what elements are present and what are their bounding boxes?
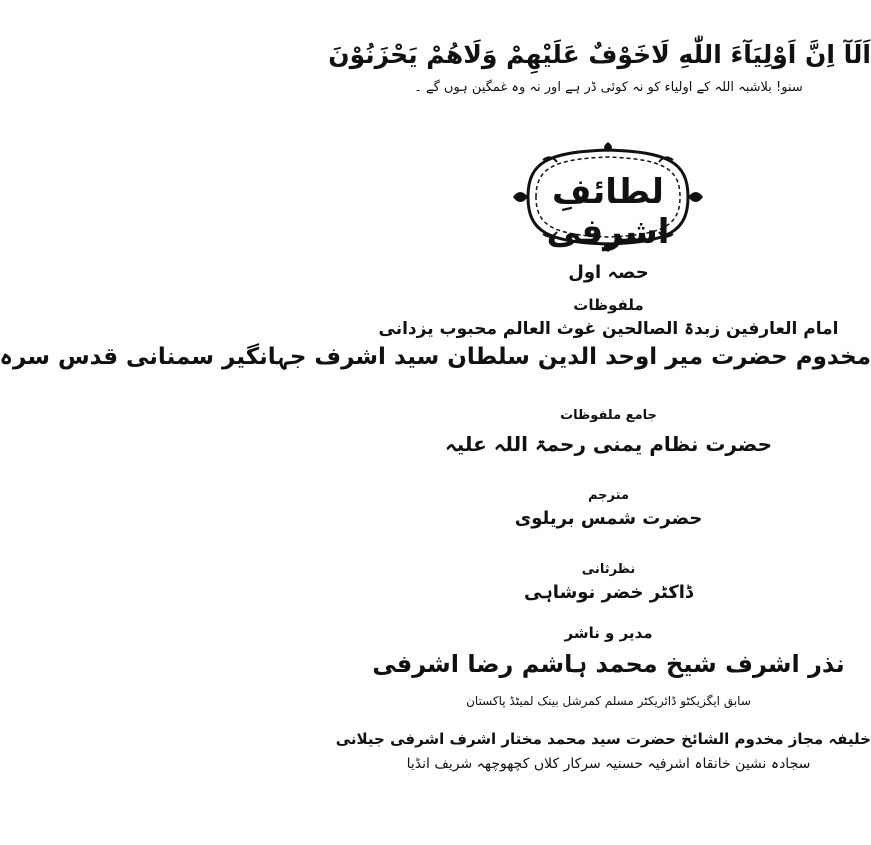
compiler-name: حضرت نظام یمنی رحمۃ اللہ علیہ <box>445 432 772 456</box>
translator-label: مترجم <box>587 488 629 503</box>
quranic-verse: اَلَآ اِنَّ اَوْلِيَآءَ اللّٰهِ لَاخَوْفٌ عَلَيْهِمْ وَلَاهُمْ يَحْزَنُوْنَ <box>328 40 871 69</box>
publisher-name: نذر اشرف شیخ محمد ہاشم رضا اشرفی <box>372 650 845 678</box>
subject-label: ملفوظات <box>573 296 644 314</box>
reviewer-name: ڈاکٹر خضر نوشاہی <box>524 582 693 603</box>
subject-line-1: امام العارفین زبدۃ الصالحین غوث العالم محبوب یزدانی <box>378 319 839 339</box>
subject-line-2: مخدوم حضرت میر اوحد الدین سلطان سید اشرف جہانگیر سمنانی قدس سرہ <box>0 344 871 370</box>
publisher-former-post: سابق ایگزیکٹو ڈائریکٹر مسلم کمرشل بینک لمیٹڈ پاکستان <box>466 694 751 708</box>
publisher-sajjada: سجادہ نشین خانقاہ اشرفیہ حسنیہ سرکار کلاں کچھوچھہ شریف انڈیا <box>406 756 811 772</box>
publisher-label: مدیر و ناشر <box>564 624 653 642</box>
translator-name: حضرت شمس بریلوی <box>514 508 703 529</box>
part-label: حصہ اول <box>568 262 649 283</box>
book-title: لطائفِ اشرفی <box>546 172 670 252</box>
publisher-khalifa: خلیفہ مجاز مخدوم الشائخ حضرت سید محمد مختار اشرف اشرفی جیلانی <box>335 730 871 748</box>
verse-translation: سنو! بلاشبہ اللہ کے اولیاء کو نہ کوئی ڈر ہے اور نہ وہ غمگین ہوں گے ۔ <box>414 80 803 95</box>
compiler-label: جامع ملفوظات <box>560 408 657 423</box>
title-frame <box>508 142 708 252</box>
reviewer-label: نظرثانی <box>581 562 636 577</box>
